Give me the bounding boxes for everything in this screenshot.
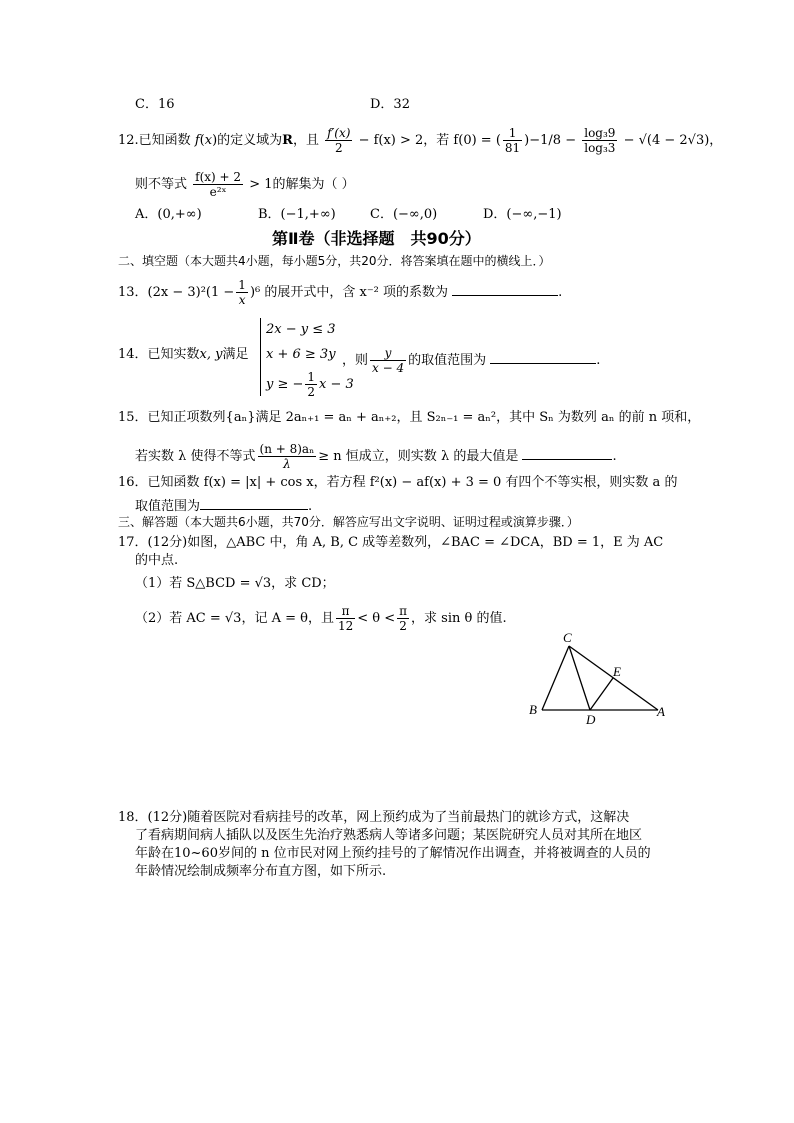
q13-end: . xyxy=(558,285,563,300)
q17-part2-b: ，求 sin θ 的值. xyxy=(411,611,507,626)
q17-line1: 17．(12分)如图，△ABC 中，角 A, B, C 成等差数列，∠BAC = ∠DCA，BD = 1，E 为 AC xyxy=(118,535,664,550)
q14-constraint-3 xyxy=(266,370,354,399)
q12-after-frac: − f(x) > 2，若 f(0) = ( xyxy=(358,133,501,148)
q12-tail: − √(4 − 2√3)， xyxy=(623,133,723,148)
q18-line2: 了看病期间病人插队以及医生先治疗熟悉病人等诸多问题；某医院研究人员对其所在地区 xyxy=(135,828,643,843)
q17-part1: （1）若 S△BCD = √3，求 CD； xyxy=(135,576,335,591)
q14-c: ，则 xyxy=(342,353,369,368)
q15-line2-b: ≥ n 恒成立，则实数 λ 的最大值是 xyxy=(318,449,519,464)
q13-den: x xyxy=(238,293,246,307)
q12-frac-den: 2 xyxy=(334,141,343,155)
q14-c3-fraction xyxy=(305,370,317,399)
q12-option-b: B．(−1,+∞) xyxy=(258,207,336,222)
q17-frac2-num: π xyxy=(399,604,408,618)
q15-line1: 15．已知正项数列{aₙ}满足 2aₙ₊₁ = aₙ + aₙ₊₂，且 S₂ₙ₋₁ = aₙ²，其中 Sₙ 为数列 aₙ 的前 n 项和， xyxy=(118,410,701,425)
q12-line2-a: 则不等式 xyxy=(135,177,188,192)
label-d: D xyxy=(586,712,596,726)
q14-a: 14．已知实数 xyxy=(118,347,200,362)
q15-answer-blank[interactable] xyxy=(522,447,612,460)
q17-frac2 xyxy=(397,604,409,633)
q13-num: 1 xyxy=(238,278,246,292)
q12-option-c: C．(−∞,0) xyxy=(370,207,438,222)
q14-tail xyxy=(342,346,600,375)
segment-bc xyxy=(542,646,569,710)
segment-cd xyxy=(569,646,590,710)
q12-ineq-num: f(x) + 2 xyxy=(195,170,242,184)
q12-log-fraction xyxy=(582,126,617,155)
q15-line2 xyxy=(135,442,617,471)
q12-stem: 12.已知函数 f(x)的定义域为R，且 $\frac{f'(x)}{2}$ − f(x) > 2，若 f(0) = ( $\frac{1}{81}$ )−1/8 − $\frac{\text{log₃9}}{\text{log₃3}}$ − √(4 − 2√3)， xyxy=(118,126,723,155)
q12-exp: )−1/8 − xyxy=(524,133,577,148)
q17-frac1-den: 12 xyxy=(337,619,354,633)
q17-part2 xyxy=(135,604,507,633)
q13-a: 13．(2x − 3)²(1 − xyxy=(118,285,235,300)
q18-line3: 年龄在10~60岁间的 n 位市民对网上预约挂号的了解情况作出调查，并将被调查的人员的 xyxy=(135,846,651,861)
q18-line1: 18．(12分)随着医院对看病挂号的改革，网上预约成为了当前最热门的就诊方式，这解决 xyxy=(118,810,630,825)
q12-qie: ，且 xyxy=(292,133,319,148)
q14-c3-den: 2 xyxy=(307,385,316,399)
label-e: E xyxy=(613,664,621,679)
triangle-figure xyxy=(520,626,680,726)
q16-answer-blank[interactable] xyxy=(200,497,308,510)
q15-den: λ xyxy=(283,457,291,471)
q14-d: 的取值范围为 xyxy=(408,353,487,368)
q12-line2-b: > 1的解集为（ ） xyxy=(249,177,355,192)
q14-num: y xyxy=(370,346,406,361)
q17-frac2-den: 2 xyxy=(399,619,407,633)
label-a: A xyxy=(657,704,665,719)
q12-line2 xyxy=(135,170,355,199)
q11-option-d: D．32 xyxy=(370,97,410,112)
q12-intro: 12.已知函数 xyxy=(118,133,191,148)
q14-stem xyxy=(118,346,249,364)
q16-line1: 16．已知函数 f(x) = |x| + cos x，若方程 f²(x) − af(x) + 3 = 0 有四个不等实根，则实数 a 的 xyxy=(118,475,678,490)
q13-b: )⁶ 的展开式中，含 x⁻² 项的系数为 xyxy=(249,285,449,300)
q14-b: 满足 xyxy=(222,347,249,362)
q14-end: . xyxy=(596,353,601,368)
part2-title: 第Ⅱ卷（非选择题 共90分） xyxy=(272,229,481,248)
q14-c3b: x − 3 xyxy=(319,377,354,392)
q14-answer-blank[interactable] xyxy=(490,351,596,364)
q17-frac1 xyxy=(336,604,355,633)
q12-derivative-fraction xyxy=(325,126,352,155)
q13 xyxy=(118,278,562,307)
label-b: B xyxy=(529,702,537,717)
q15-num: (n + 8)aₙ xyxy=(259,442,315,456)
q12-frac2-den: 81 xyxy=(504,141,521,155)
q12-frac2-num: 1 xyxy=(503,126,522,141)
q14-system-brace xyxy=(260,318,261,396)
q12-log-den: log₃3 xyxy=(584,141,616,155)
q14-vars: x, y xyxy=(199,347,223,362)
q17-part2-a: （2）若 AC = √3，记 A = θ，且 xyxy=(135,611,334,626)
q14-fraction xyxy=(370,346,406,375)
q18-line4: 年龄情况绘制成频率分布直方图，如下所示. xyxy=(135,864,387,879)
section3-header: 三、解答题（本大题共6小题，共70分．解答应写出文字说明、证明过程或演算步骤．） xyxy=(118,515,579,529)
q12-inequality-fraction xyxy=(193,170,243,199)
q13-answer-blank[interactable] xyxy=(452,283,558,296)
q11-option-c: C．16 xyxy=(135,97,175,112)
q14-constraint-2: x + 6 ≥ 3y xyxy=(266,347,336,362)
q15-fraction xyxy=(258,442,317,471)
q17-frac1-num: π xyxy=(336,604,355,619)
section2-header: 二、填空题（本大题共4小题，每小题5分，共20分．将答案填在题中的横线上．） xyxy=(118,254,551,268)
q15-end: . xyxy=(612,449,617,464)
q12-log-num: log₃9 xyxy=(584,126,616,140)
q13-fraction xyxy=(236,278,248,307)
q15-line2-a: 若实数 λ 使得不等式 xyxy=(135,449,256,464)
label-c: C xyxy=(563,630,572,645)
q12-option-d: D．(−∞,−1) xyxy=(483,207,562,222)
q16-line2-text: 取值范围为 xyxy=(135,499,201,514)
q16-end: . xyxy=(308,499,313,514)
q12-ineq-den: e²ˣ xyxy=(209,185,227,199)
q14-constraint-1: 2x − y ≤ 3 xyxy=(266,322,336,337)
q14-c3-num: 1 xyxy=(307,370,316,384)
q17-line2: 的中点. xyxy=(135,553,179,568)
q14-c3a: y ≥ − xyxy=(266,377,304,392)
segment-de xyxy=(590,678,613,710)
q12-set: R xyxy=(282,133,293,148)
q12-domain-text: 的定义域为 xyxy=(217,133,283,148)
q17-part2-mid: < θ < xyxy=(357,611,396,626)
q12-option-a: A．(0,+∞) xyxy=(135,207,202,222)
q12-frac2 xyxy=(503,126,522,155)
q12-frac-num: f′(x) xyxy=(327,126,351,140)
q14-den: x − 4 xyxy=(372,361,405,375)
